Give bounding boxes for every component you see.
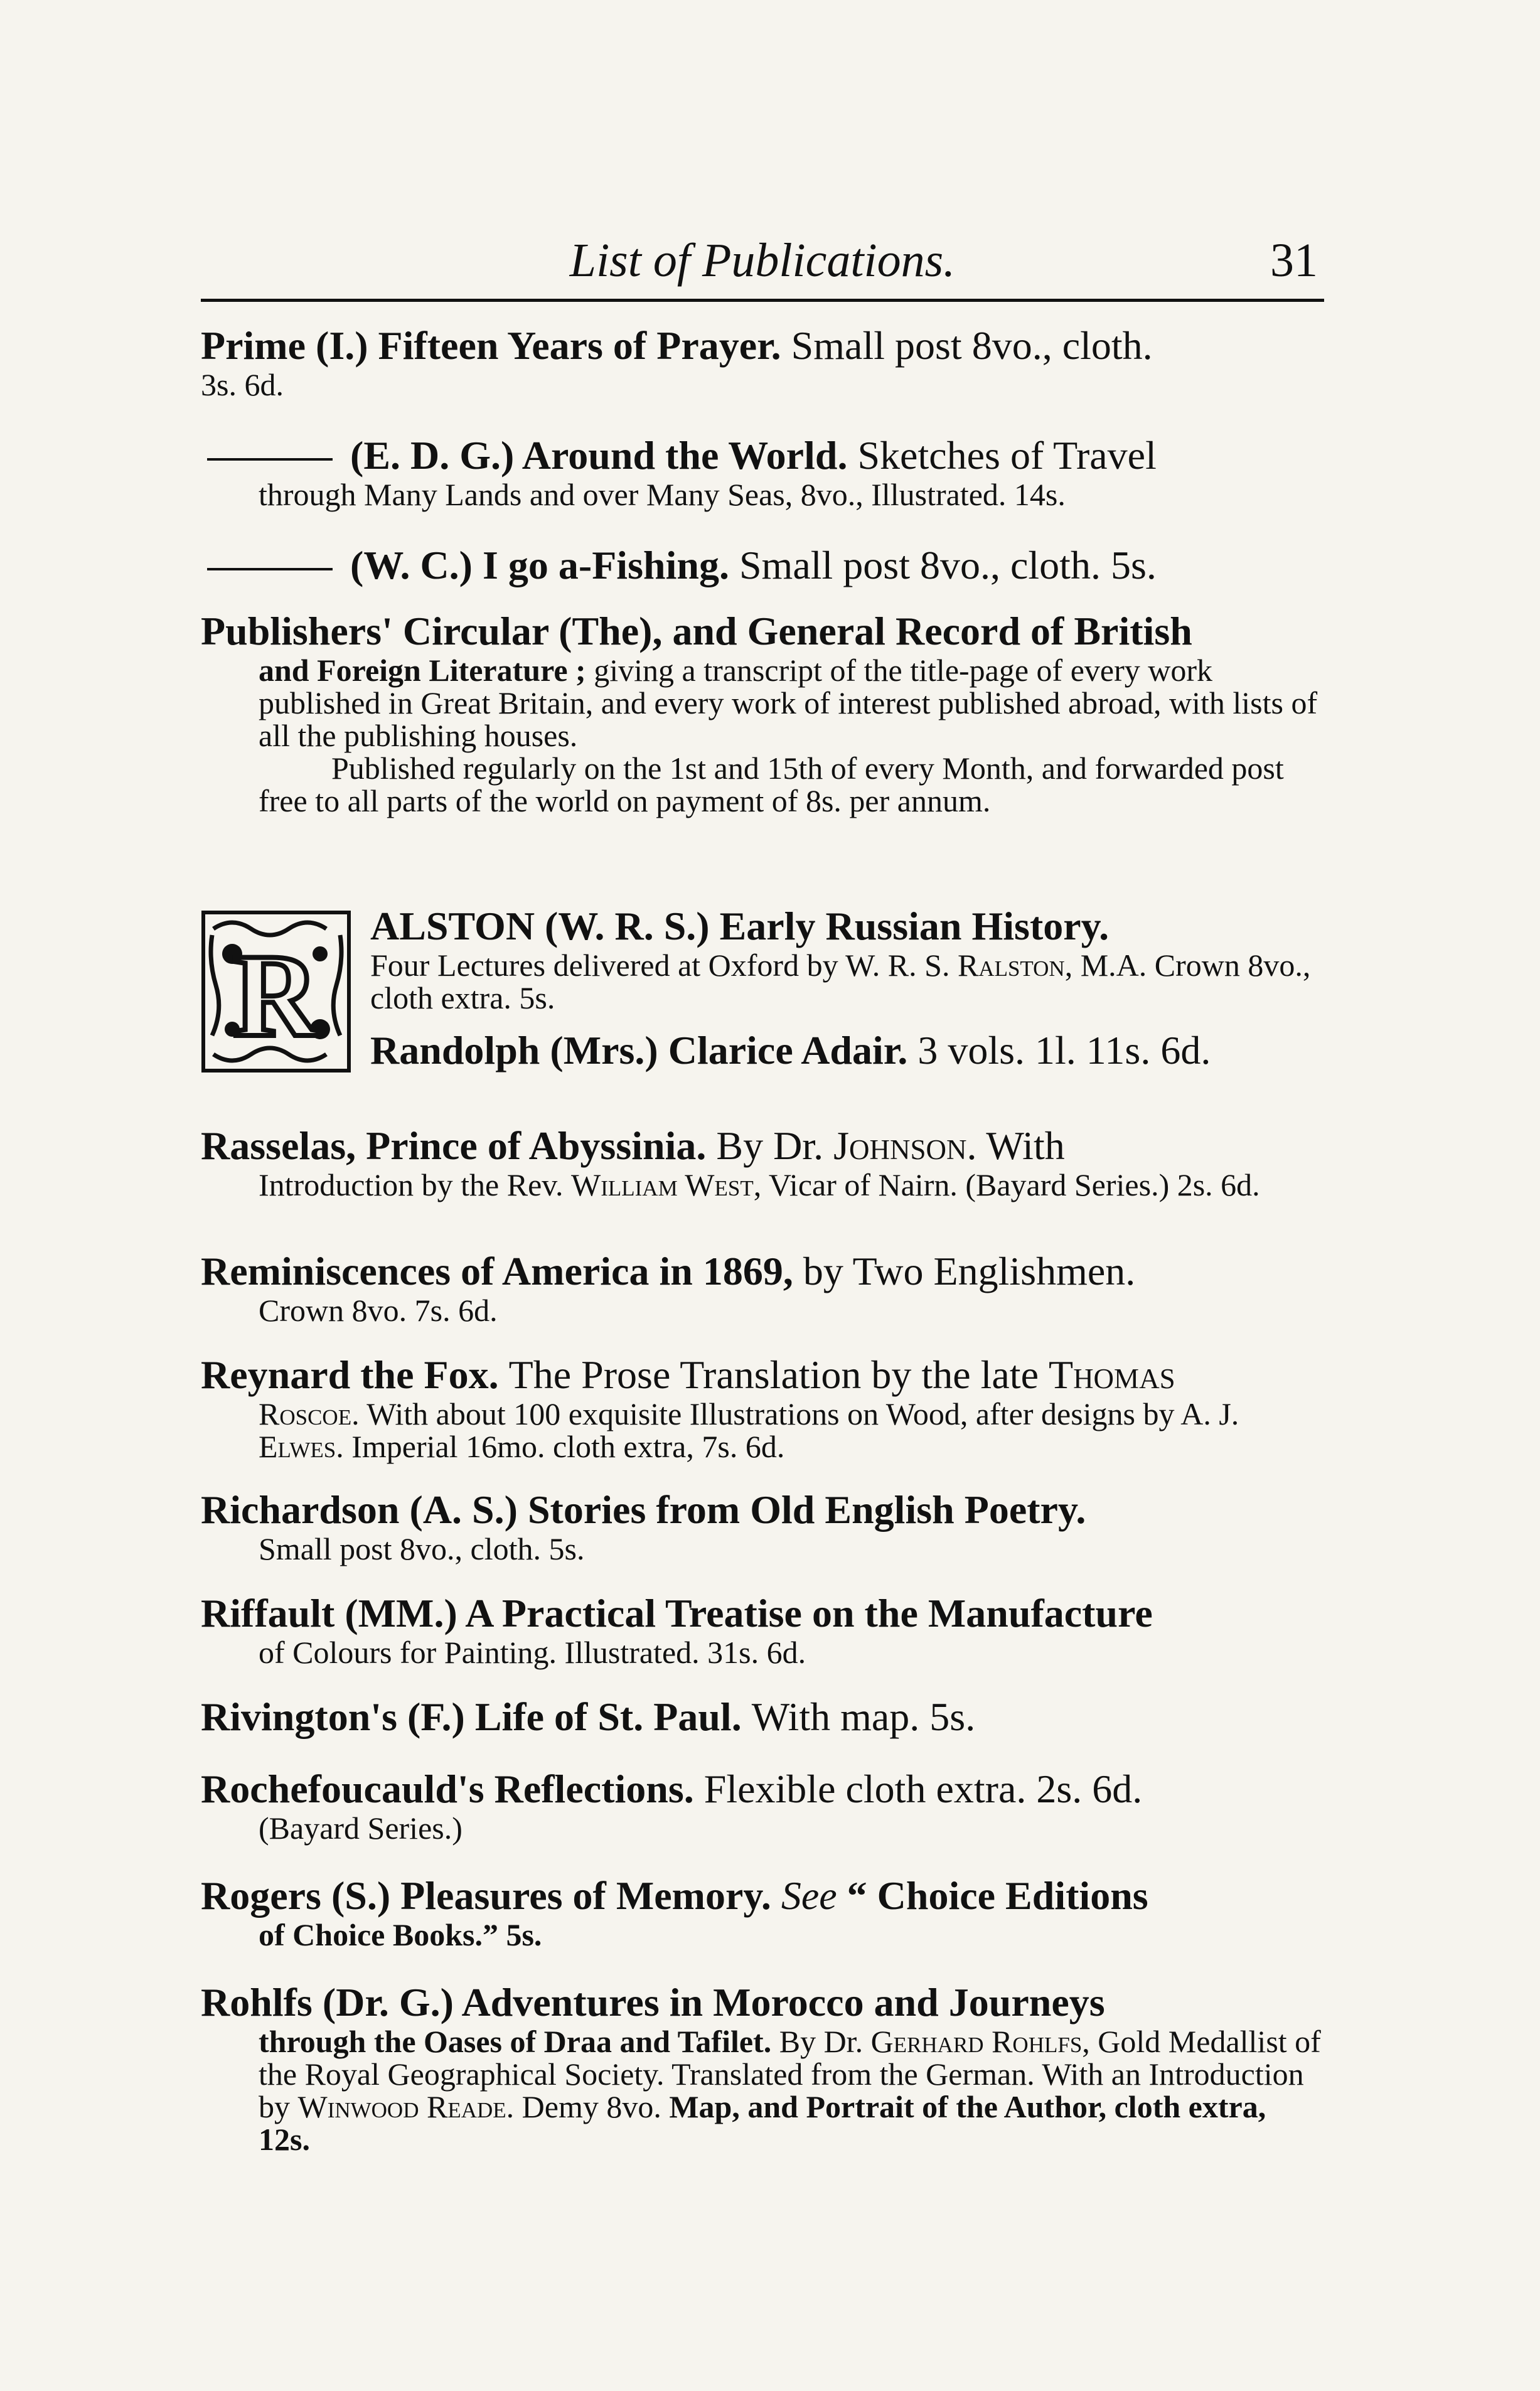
entry-riffault (201, 1591, 1324, 1669)
entry-subheading: through the Oases of Draa and Tafilet. (259, 2024, 772, 2059)
entry-description: giving a transcript of the title-page of every work published in Great Britain, and every work of interest published abroad, with lists of all the publishing houses. (259, 653, 1318, 753)
entry-details: The Prose Translation by the late (508, 1352, 1039, 1397)
entry-heading: Reynard the Fox. (201, 1352, 499, 1397)
entry-details: , Vicar of Nairn. (Bayard Series.) 2s. 6d. (753, 1167, 1260, 1202)
entry-description: By Dr. (779, 2024, 864, 2059)
entry-details: , Gold Medallist of the Royal Geographical Society. Translated from the German. With an Introduction by (259, 2024, 1321, 2124)
entry-richardson (201, 1487, 1324, 1565)
entry-rasselas (201, 1123, 1324, 1201)
drop-cap-letter: R (233, 930, 319, 1062)
entry-details: Sketches of Travel (857, 433, 1157, 478)
running-header (201, 232, 1324, 289)
editor-name: William West (571, 1167, 754, 1202)
header-rule (201, 299, 1324, 302)
entry-binding: Map, and Portrait of the Author, cloth extra, 12s. (259, 2089, 1266, 2157)
entry-price: 3s. 6d. (201, 367, 284, 402)
translator-name: Thomas (1048, 1352, 1175, 1397)
entry-ralston (201, 904, 1324, 1092)
entry-rochefoucauld (201, 1767, 1324, 1844)
entry-description: Introduction by the Rev. (259, 1167, 564, 1202)
entry-price: Crown 8vo. 7s. 6d. (259, 1293, 498, 1328)
entry-heading: Rochefoucauld's Reflections. (201, 1767, 694, 1811)
entry-details: Small post 8vo., cloth. 5s. (739, 543, 1157, 587)
entry-heading: (E. D. G.) Around the World. (350, 433, 848, 478)
entry-description: Four Lectures delivered at Oxford by W. R. S. (370, 948, 950, 983)
entry-prime-edg (201, 433, 1324, 511)
entry-reminiscences (201, 1249, 1324, 1327)
entry-prime-wc (201, 543, 1324, 588)
entry-details: “ Choice Editions (847, 1873, 1148, 1918)
entry-heading: Rohlfs (Dr. G.) Adventures in Morocco and Journeys (201, 1980, 1105, 2025)
introducer-name: Winwood Reade (297, 2089, 506, 2124)
entry-heading: Prime (I.) Fifteen Years of Prayer. (201, 323, 781, 368)
entry-reynard (201, 1352, 1324, 1463)
author-name: Johnson (833, 1123, 967, 1168)
entry-details-continued: of Choice Books.” 5s. (259, 1917, 542, 1952)
entry-prime-i (201, 323, 1324, 401)
decorative-drop-cap-r-icon (201, 910, 351, 1073)
entry-details: With map. 5s. (751, 1694, 976, 1739)
ditto-dash (207, 568, 333, 570)
entry-description: . With about 100 exquisite Illustrations on Wood, after designs by A. J. (351, 1396, 1239, 1431)
entry-details-end: . With (966, 1123, 1065, 1168)
entry-details: By Dr. (716, 1123, 824, 1168)
page-title: List of Publications. (569, 234, 956, 287)
author-name: Ralston (957, 948, 1065, 983)
entry-publishers-circular (201, 609, 1324, 817)
entry-details: . Imperial 16mo. cloth extra, 7s. 6d. (336, 1429, 785, 1464)
entry-subheading: and Foreign Literature ; (259, 653, 586, 688)
author-name: Gerhard Rohlfs (870, 2024, 1083, 2059)
entry-details: Small post 8vo., cloth. (791, 323, 1153, 368)
entry-details: Flexible cloth extra. 2s. 6d. (703, 1767, 1143, 1811)
illustrator-name: Elwes (259, 1429, 336, 1464)
entry-see-reference: See (781, 1873, 837, 1918)
entry-note: Published regularly on the 1st and 15th of every Month, and forwarded post free to all parts of the world on payment of 8s. per annum. (259, 751, 1284, 818)
entry-format: . Demy 8vo. (506, 2089, 661, 2124)
entry-details: of Colours for Painting. Illustrated. 31s. 6d. (259, 1635, 806, 1670)
entry-heading: Publishers' Circular (The), and General Record of British (201, 609, 1192, 653)
page-number: 31 (1270, 234, 1318, 287)
entry-rogers (201, 1873, 1324, 1951)
ditto-dash (207, 458, 333, 461)
entry-series: (Bayard Series.) (259, 1811, 463, 1846)
entry-heading-randolph: Randolph (Mrs.) Clarice Adair. (370, 1028, 908, 1072)
entry-heading: Rasselas, Prince of Abyssinia. (201, 1123, 707, 1168)
entry-heading: ALSTON (W. R. S.) Early Russian History. (370, 904, 1110, 948)
entry-details: Small post 8vo., cloth. 5s. (259, 1531, 585, 1566)
entry-heading: Reminiscences of America in 1869, (201, 1249, 793, 1293)
entry-description: through Many Lands and over Many Seas, 8vo., Illustrated. 14s. (259, 477, 1066, 512)
entry-rohlfs (201, 1980, 1324, 2156)
entry-heading: Riffault (MM.) A Practical Treatise on the Manufacture (201, 1591, 1153, 1635)
entry-heading: Rivington's (F.) Life of St. Paul. (201, 1694, 742, 1739)
entry-details-randolph: 3 vols. 1l. 11s. 6d. (917, 1028, 1211, 1072)
entry-details: , M.A. Crown 8vo., cloth extra. 5s. (370, 948, 1311, 1015)
entry-rivington (201, 1694, 1324, 1740)
entry-details: by Two Englishmen. (803, 1249, 1136, 1293)
translator-surname: Roscoe (259, 1396, 352, 1431)
entry-heading: Rogers (S.) Pleasures of Memory. (201, 1873, 771, 1918)
entry-heading: Richardson (A. S.) Stories from Old English Poetry. (201, 1487, 1086, 1532)
entry-heading: (W. C.) I go a-Fishing. (350, 543, 729, 587)
